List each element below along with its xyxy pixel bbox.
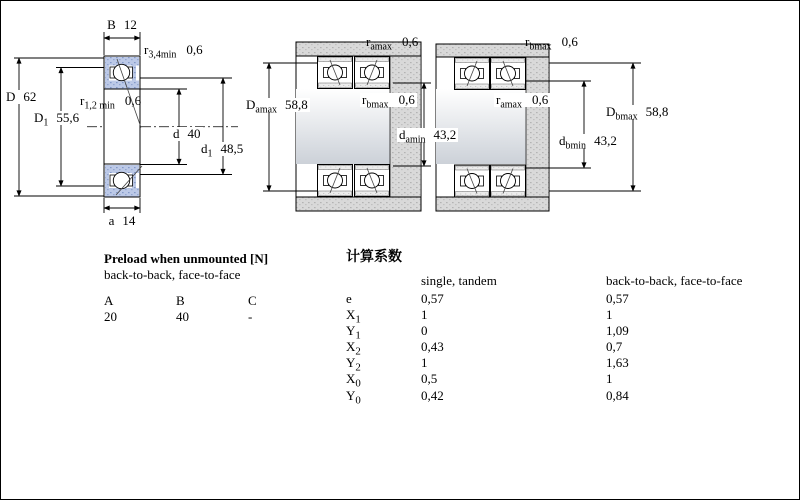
factor-single-value: 0	[421, 323, 428, 338]
dim-symbol: a	[108, 213, 115, 228]
preload-value-A: 20	[104, 309, 117, 324]
extension-lines-Dbmax	[549, 63, 641, 191]
dim-symbol: D	[6, 89, 16, 104]
preload-col-C: C	[248, 293, 257, 308]
dim-subscript: amin	[405, 134, 426, 146]
dim-subscript: 1	[43, 117, 49, 129]
dim-label-Damax	[244, 97, 310, 116]
dim-value: 0,6	[561, 34, 578, 49]
dim-value: 0,6	[398, 92, 415, 107]
dim-symbol: d	[559, 133, 566, 148]
dim-label-r12	[80, 93, 142, 112]
dim-value: 0,6	[124, 93, 142, 108]
dim-value: 43,2	[433, 127, 457, 142]
dim-symbol: B	[107, 17, 116, 32]
preload-value-C: -	[248, 309, 253, 324]
factors-row-Y0	[346, 388, 629, 409]
dim-value: 48,5	[220, 141, 244, 156]
factor-single-value: 0,57	[421, 291, 444, 306]
dim-value: 40	[187, 126, 201, 141]
dim-symbol: r	[144, 42, 149, 57]
dim-value: 55,6	[56, 110, 80, 125]
factors-col1-header: single, tandem	[421, 273, 497, 288]
factor-btb-value: 1,63	[606, 355, 629, 370]
dim-subscript: amax	[255, 104, 278, 116]
factor-btb-value: 1	[606, 371, 613, 386]
factor-symbol: $Y_2$	[346, 355, 361, 374]
dim-symbol: r	[496, 92, 501, 107]
factor-symbol: $Y_1$	[346, 323, 361, 342]
dim-subscript: bmax	[366, 99, 389, 111]
dim-label-d1	[199, 141, 245, 160]
factor-btb-value: 1	[606, 307, 613, 322]
factor-symbol: $X_1$	[346, 307, 361, 326]
dim-subscript: amax	[500, 99, 522, 111]
preload-header-row	[104, 293, 257, 308]
dim-symbol: d	[173, 126, 180, 141]
dim-subscript: 1	[207, 148, 213, 160]
factor-symbol: $X_2$	[346, 339, 361, 358]
housing-bottom	[436, 197, 549, 211]
factor-single-value: 1	[421, 355, 428, 370]
bearing-section-bottom	[104, 164, 142, 197]
dim-subscript: bmin	[565, 140, 587, 152]
dim-label-rbmax-b	[525, 34, 578, 53]
factors-title: 计算系数	[346, 250, 402, 265]
preload-subtitle: back-to-back, face-to-face	[104, 267, 241, 282]
dim-label-a	[100, 214, 144, 228]
dim-label-B	[100, 18, 144, 32]
dim-label-rbmax-a	[360, 92, 417, 111]
preload-col-A: A	[104, 293, 114, 308]
factor-symbol: $Y_0$	[346, 388, 361, 407]
preload-value-row	[104, 309, 252, 324]
factor-single-value: 0,5	[421, 371, 438, 386]
ball-bottom	[113, 172, 129, 188]
dim-subscript: bmax	[615, 111, 638, 123]
factor-single-value: 0,42	[421, 388, 444, 403]
dim-label-ramax-a	[366, 34, 419, 53]
dim-symbol: D	[246, 97, 256, 112]
factor-single-value: 1	[421, 307, 428, 322]
dim-value: 62	[23, 89, 37, 104]
preload-value-B: 40	[176, 309, 189, 324]
dim-label-D1	[32, 110, 81, 129]
dim-label-Dbmax	[604, 104, 670, 123]
spacer-section	[526, 57, 549, 197]
dim-subscript: bmax	[529, 41, 552, 53]
dim-value: 14	[122, 213, 136, 228]
dim-label-dbmin	[557, 133, 619, 152]
dim-label-r34	[144, 42, 203, 61]
dim-value: 43,2	[594, 133, 617, 148]
factor-symbol: e	[346, 291, 352, 306]
dim-subscript: 3,4min	[148, 49, 177, 61]
dim-value: 58,8	[645, 104, 669, 119]
housing-bottom	[296, 197, 421, 211]
dim-label-damin	[397, 127, 458, 146]
dim-symbol: r	[362, 92, 367, 107]
factor-btb-value: 0,57	[606, 291, 629, 306]
dim-value: 58,8	[285, 97, 308, 112]
factor-btb-value: 1,09	[606, 323, 629, 338]
dim-symbol: d	[399, 127, 406, 142]
dim-symbol: r	[525, 34, 530, 49]
factor-btb-value: 0,84	[606, 388, 629, 403]
dim-value: 0,6	[532, 92, 549, 107]
preload-col-B: B	[176, 293, 185, 308]
factor-btb-value: 0,7	[606, 339, 623, 354]
dim-value: 12	[123, 17, 137, 32]
dim-symbol: r	[366, 34, 371, 49]
dim-symbol: r	[80, 93, 85, 108]
dim-symbol: d	[201, 141, 208, 156]
dim-symbol: D	[34, 110, 44, 125]
factors-col2-header: back-to-back, face-to-face	[606, 273, 743, 288]
dim-subscript: 1,2 min	[84, 100, 115, 112]
preload-title: Preload when unmounted [N]	[104, 251, 269, 266]
factor-symbol: $X_0$	[346, 371, 361, 390]
dim-symbol: D	[606, 104, 616, 119]
dim-value: 0,6	[402, 34, 419, 49]
dim-subscript: amax	[370, 41, 392, 53]
dim-label-D	[4, 90, 38, 104]
dim-value: 0,6	[186, 42, 203, 57]
dim-label-d	[171, 127, 203, 141]
factor-single-value: 0,43	[421, 339, 444, 354]
dim-label-ramax-b	[494, 92, 550, 111]
